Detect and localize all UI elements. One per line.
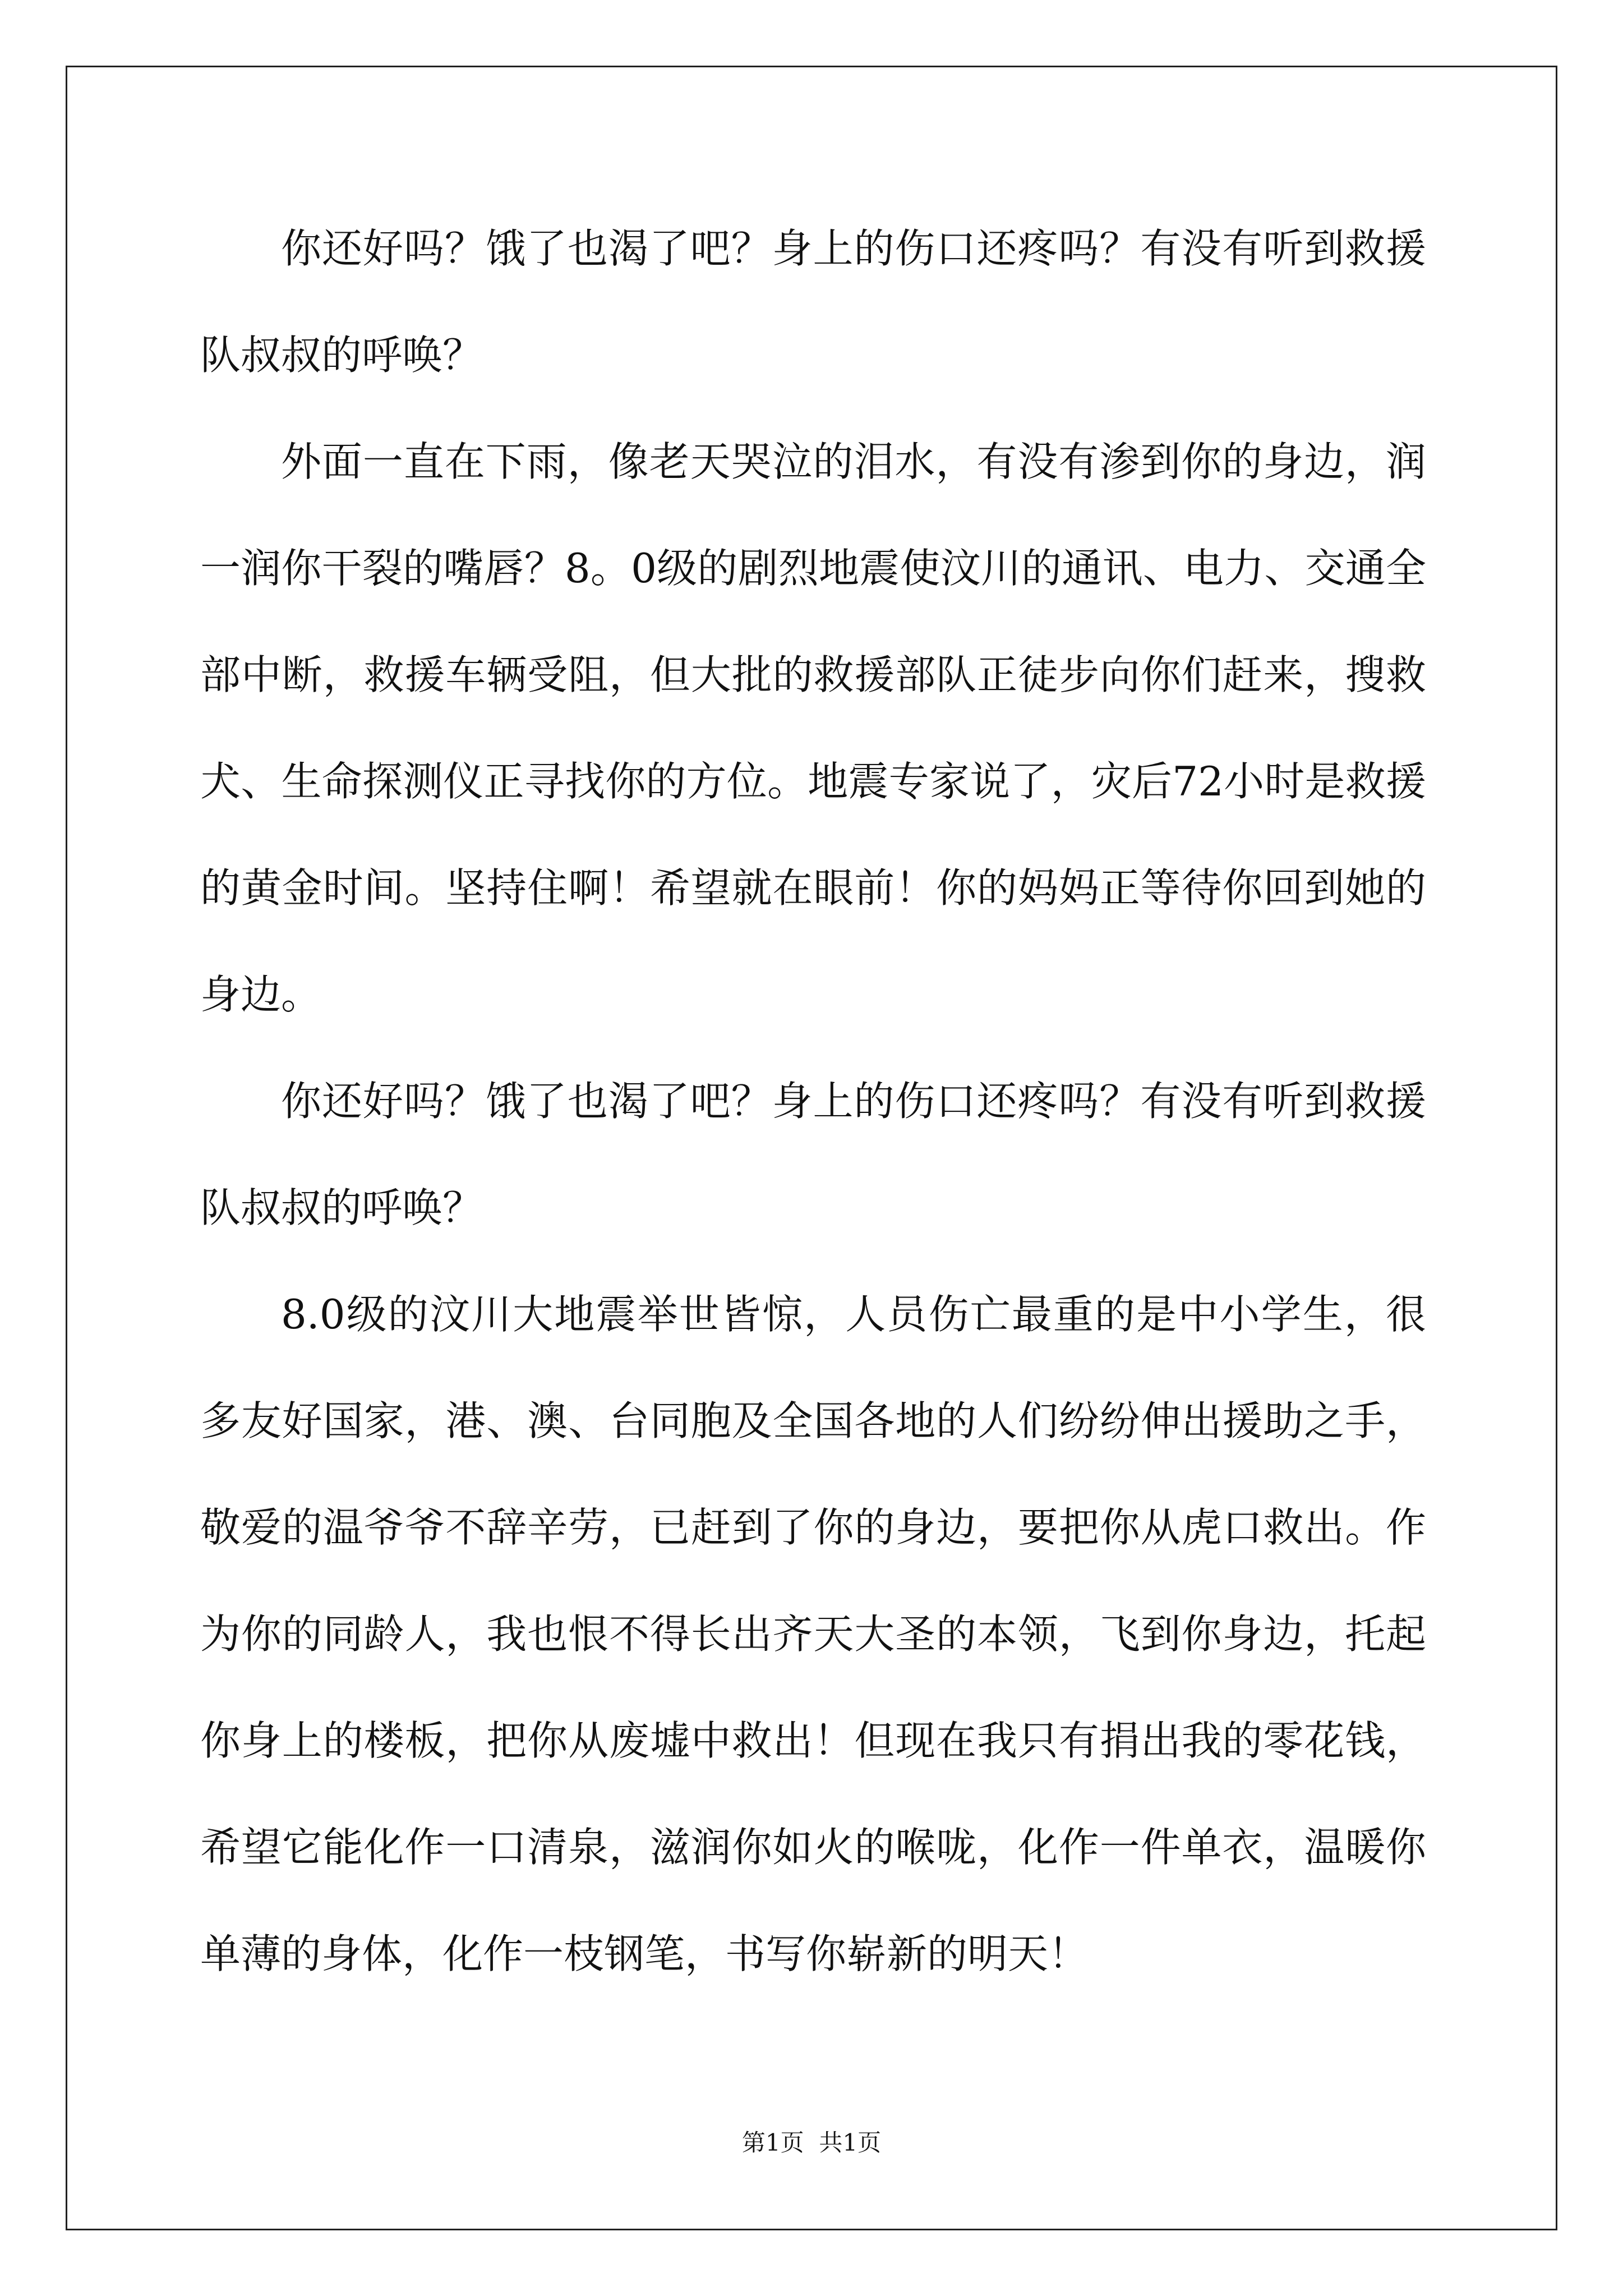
paragraph bbox=[200, 1261, 1426, 2007]
text-line: 多友好国家，港、澳、台同胞及全国各地的人们纷纷伸出援助之手， bbox=[200, 1397, 1426, 1444]
paragraph bbox=[200, 408, 1426, 1048]
paragraph bbox=[200, 1048, 1426, 1261]
text-line: 你还好吗？饿了也渴了吧？身上的伤口还疼吗？有没有听到救援 bbox=[281, 1078, 1426, 1125]
paragraph bbox=[200, 195, 1426, 408]
text-line: 外面一直在下雨，像老天哭泣的泪水，有没有渗到你的身边，润 bbox=[281, 438, 1426, 485]
text-line: 队叔叔的呼唤？ bbox=[200, 332, 483, 379]
text-line: 为你的同龄人，我也恨不得长出齐天大圣的本领，飞到你身边，托起 bbox=[200, 1611, 1426, 1658]
text-line: 单薄的身体，化作一枝钢笔，书写你崭新的明天！ bbox=[200, 1930, 1089, 1977]
page-footer: 第1页 共1页 bbox=[741, 2129, 882, 2156]
document-body bbox=[200, 195, 1426, 2007]
text-line: 一润你干裂的嘴唇？8。0级的剧烈地震使汶川的通讯、电力、交通全 bbox=[200, 545, 1426, 592]
text-line: 你还好吗？饿了也渴了吧？身上的伤口还疼吗？有没有听到救援 bbox=[281, 225, 1426, 272]
text-line: 希望它能化作一口清泉，滋润你如火的喉咙，化作一件单衣，温暖你 bbox=[200, 1824, 1426, 1871]
text-line: 的黄金时间。坚持住啊！希望就在眼前！你的妈妈正等待你回到她的 bbox=[200, 864, 1426, 912]
text-line: 身边。 bbox=[200, 971, 322, 1018]
text-line: 8.0级的汶川大地震举世皆惊，人员伤亡最重的是中小学生，很 bbox=[281, 1291, 1426, 1338]
text-line: 部中断，救援车辆受阻，但大批的救援部队正徒步向你们赶来，搜救 bbox=[200, 651, 1426, 698]
text-line: 你身上的楼板，把你从废墟中救出！但现在我只有捐出我的零花钱， bbox=[200, 1717, 1426, 1764]
text-line: 敬爱的温爷爷不辞辛劳，已赶到了你的身边，要把你从虎口救出。作 bbox=[200, 1504, 1426, 1551]
text-line: 犬、生命探测仪正寻找你的方位。地震专家说了，灾后72小时是救援 bbox=[200, 758, 1426, 805]
text-line: 队叔叔的呼唤？ bbox=[200, 1184, 483, 1231]
